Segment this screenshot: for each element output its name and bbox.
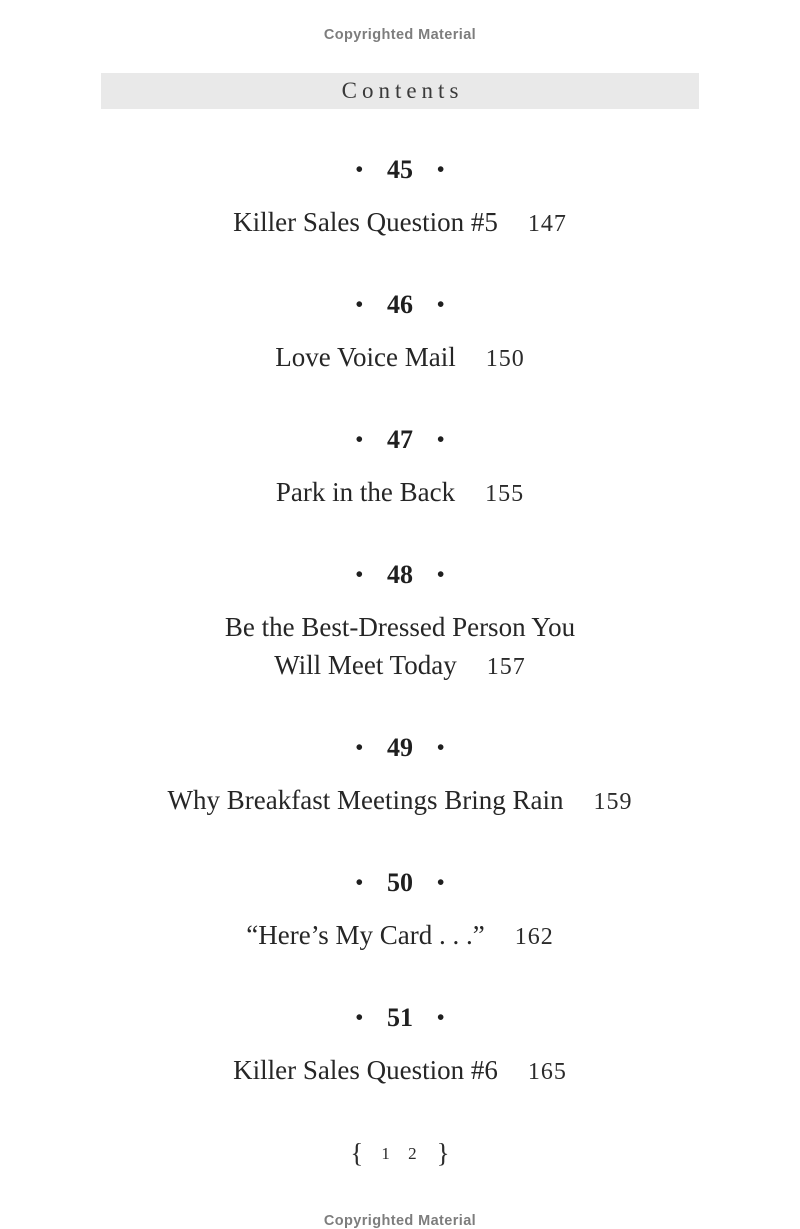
table-of-contents [0,109,800,1091]
toc-entry-50 [0,868,800,956]
contents-header-bar [101,73,699,109]
chapter-title-line [0,473,800,513]
chapter-page-number: 147 [527,211,567,237]
toc-entry-45 [0,155,800,243]
bullet-icon: • [437,734,445,759]
bullet-icon: • [437,156,445,181]
toc-entry-48 [0,560,800,686]
chapter-number-text: 45 [387,155,413,184]
bullet-icon: • [355,561,363,586]
bullet-icon: • [355,426,363,451]
toc-entry-51 [0,1003,800,1091]
chapter-number [0,290,800,320]
chapter-number-text: 51 [387,1003,413,1032]
chapter-title: Killer Sales Question #6 [233,1055,498,1085]
copyright-notice-top: Copyrighted Material [323,27,477,43]
chapter-page-number: 157 [486,654,526,680]
chapter-page-number: 165 [527,1059,567,1085]
chapter-page-number: 155 [485,481,525,507]
chapter-title-line [0,203,800,243]
bullet-icon: • [355,869,363,894]
chapter-number [0,733,800,763]
page-title: Contents [341,78,464,103]
chapter-number [0,868,800,898]
folio-page-number: 1 2 [381,1143,424,1163]
bullet-icon: • [355,734,363,759]
chapter-number [0,155,800,185]
chapter-title-line [0,916,800,956]
chapter-title: “Here’s My Card . . .” [246,920,485,950]
chapter-page-number: 159 [593,789,633,815]
folio-close-brace: } [436,1138,450,1168]
chapter-title: Will Meet Today [274,650,457,680]
chapter-number [0,1003,800,1033]
chapter-number-text: 50 [387,868,413,897]
chapter-number-text: 48 [387,560,413,589]
bullet-icon: • [437,869,445,894]
toc-entry-49 [0,733,800,821]
bullet-icon: • [355,291,363,316]
toc-entry-47 [0,425,800,513]
chapter-number-text: 49 [387,733,413,762]
chapter-title-line: Be the Best-Dressed Person You [224,612,576,642]
bullet-icon: • [437,1004,445,1029]
chapter-title-line [0,781,800,821]
chapter-page-number: 150 [485,346,525,372]
bullet-icon: • [437,426,445,451]
chapter-title-line [0,338,800,378]
folio-open-brace: { [350,1138,364,1168]
chapter-title-line [0,1051,800,1091]
page-folio [0,1138,800,1169]
bullet-icon: • [355,1004,363,1029]
chapter-title-line [0,646,800,686]
toc-entry-46 [0,290,800,378]
bullet-icon: • [437,291,445,316]
chapter-number [0,425,800,455]
bullet-icon: • [355,156,363,181]
bullet-icon: • [437,561,445,586]
chapter-title: Park in the Back [275,477,456,507]
chapter-title: Killer Sales Question #5 [233,207,498,237]
copyright-notice-bottom: Copyrighted Material [323,1213,477,1229]
chapter-number-text: 46 [387,290,413,319]
chapter-title: Why Breakfast Meetings Bring Rain [167,785,564,815]
chapter-number-text: 47 [387,425,413,454]
chapter-title: Love Voice Mail [275,342,456,372]
chapter-number [0,560,800,590]
chapter-page-number: 162 [514,924,554,950]
